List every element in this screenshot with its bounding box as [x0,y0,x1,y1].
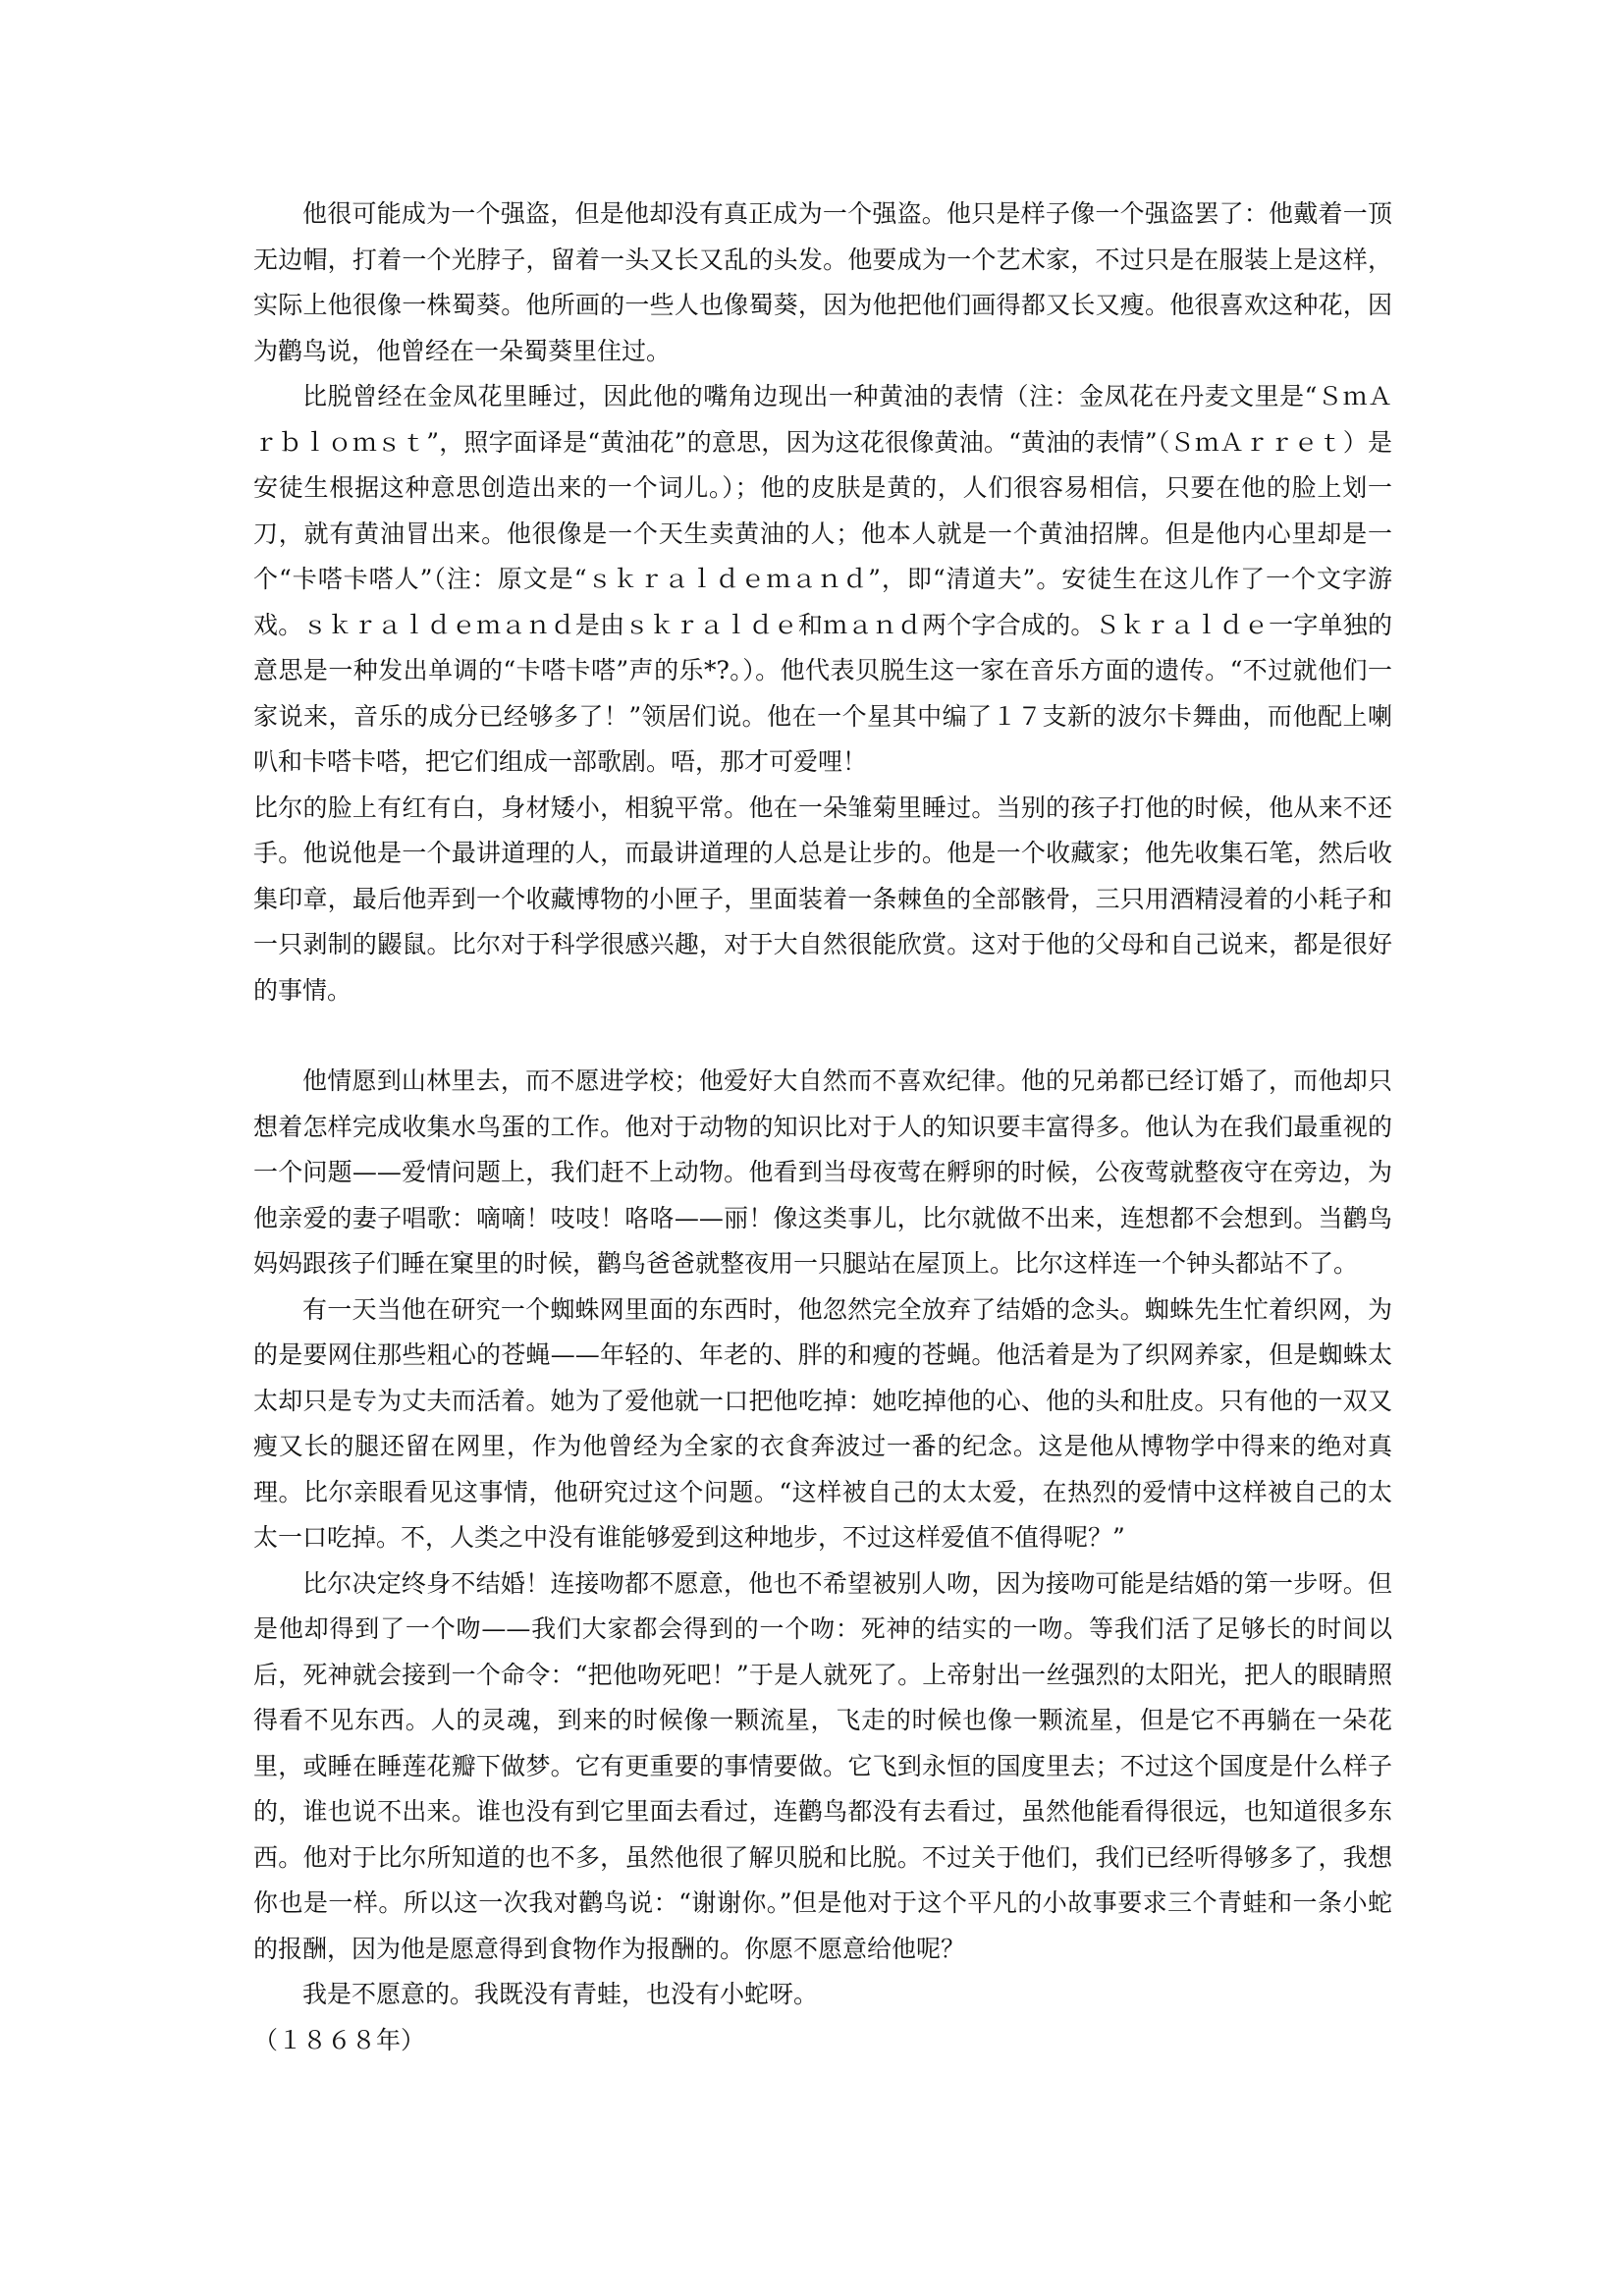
paragraph-6: 比尔决定终身不结婚！连接吻都不愿意，他也不希望被别人吻，因为接吻可能是结婚的第一步呀。但是他却得到了一个吻——我们大家都会得到的一个吻：死神的结实的一吻。等我们活了足够长的时间以后，死神就会接到一个命令：“把他吻死吧！”于是人就死了。上帝射出一丝强烈的太阳光，把人的眼睛照得看不见东西。人的灵魂，到来的时候像一颗流星，飞走的时候也像一颗流星，但是它不再躺在一朵花里，或睡在睡莲花瓣下做梦。它有更重要的事情要做。它飞到永恒的国度里去；不过这个国度是什么样子的，谁也说不出来。谁也没有到它里面去看过，连鹳鸟都没有去看过，虽然他能看得很远，也知道很多东西。他对于比尔所知道的也不多，虽然他很了解贝脱和比脱。不过关于他们，我们已经听得够多了，我想你也是一样。所以这一次我对鹳鸟说：“谢谢你。”但是他对于这个平凡的小故事要求三个青蛙和一条小蛇的报酬，因为他是愿意得到食物作为报酬的。你愿不愿意给他呢？ [253,1568,1392,1963]
paragraph-1: 他很可能成为一个强盗，但是他却没有真正成为一个强盗。他只是样子像一个强盗罢了：他戴着一顶无边帽，打着一个光脖子，留着一头又长又乱的头发。他要成为一个艺术家，不过只是在服装上是这样，实际上他很像一株蜀葵。他所画的一些人也像蜀葵，因为他把他们画得都又长又瘦。他很喜欢这种花，因为鹳鸟说，他曾经在一朵蜀葵里住过。 [253,199,1392,365]
date-line: （１８６８年） [253,2025,426,2054]
document-body [253,191,1392,2063]
paragraph-5: 有一天当他在研究一个蜘蛛网里面的东西时，他忽然完全放弃了结婚的念头。蜘蛛先生忙着织网，为的是要网住那些粗心的苍蝇——年轻的、年老的、胖的和瘦的苍蝇。他活着是为了织网养家，但是蜘蛛太太却只是专为丈夫而活着。她为了爱他就一口把他吃掉：她吃掉他的心、他的头和肚皮。只有他的一双又瘦又长的腿还留在网里，作为他曾经为全家的衣食奔波过一番的纪念。这是他从博物学中得来的绝对真理。比尔亲眼看见这事情，他研究过这个问题。“这样被自己的太太爱，在热烈的爱情中这样被自己的太太一口吃掉。不，人类之中没有谁能够爱到这种地步，不过这样爱值不值得呢？” [253,1294,1392,1552]
paragraph-4: 他情愿到山林里去，而不愿进学校；他爱好大自然而不喜欢纪律。他的兄弟都已经订婚了，而他却只想着怎样完成收集水鸟蛋的工作。他对于动物的知识比对于人的知识要丰富得多。他认为在我们最重视的一个问题——爱情问题上，我们赶不上动物。他看到当母夜莺在孵卵的时候，公夜莺就整夜守在旁边，为他亲爱的妻子唱歌：嘀嘀！吱吱！咯咯——丽！像这类事儿，比尔就做不出来，连想都不会想到。当鹳鸟妈妈跟孩子们睡在窠里的时候，鹳鸟爸爸就整夜用一只腿站在屋顶上。比尔这样连一个钟头都站不了。 [253,1066,1392,1278]
paragraph-3: 比尔的脸上有红有白，身材矮小，相貌平常。他在一朵雏菊里睡过。当别的孩子打他的时候，他从来不还手。他说他是一个最讲道理的人，而最讲道理的人总是让步的。他是一个收藏家；他先收集石笔，然后收集印章，最后他弄到一个收藏博物的小匣子，里面装着一条棘鱼的全部骸骨，三只用酒精浸着的小耗子和一只剥制的鼹鼠。比尔对于科学很感兴趣，对于大自然很能欣赏。这对于他的父母和自己说来，都是很好的事情。 [253,793,1392,1005]
paragraph-2: 比脱曾经在金凤花里睡过，因此他的嘴角边现出一种黄油的表情（注：金凤花在丹麦文里是“ＳｍＡｒｂｌｏｍｓｔ”，照字面译是“黄油花”的意思，因为这花很像黄油。“黄油的表情”（ＳｍＡｒｒｅｔ）是安徒生根据这种意思创造出来的一个词儿。）；他的皮肤是黄的，人们很容易相信，只要在他的脸上划一刀，就有黄油冒出来。他很像是一个天生卖黄油的人；他本人就是一个黄油招牌。但是他内心里却是一个“卡嗒卡嗒人”（注：原文是“ｓｋｒａｌｄｅｍａｎｄ”，即“清道夫”。安徒生在这儿作了一个文字游戏。ｓｋｒａｌｄｅｍａｎｄ是由ｓｋｒａｌｄｅ和ｍａｎｄ两个字合成的。Ｓｋｒａｌｄｅ一字单独的意思是一种发出单调的“卡嗒卡嗒”声的乐*?。）。他代表贝脱生这一家在音乐方面的遗传。“不过就他们一家说来，音乐的成分已经够多了！”领居们说。他在一个星其中编了１７支新的波尔卡舞曲，而他配上喇叭和卡嗒卡嗒，把它们组成一部歌剧。唔，那才可爱哩！ [253,382,1392,776]
paragraph-7: 我是不愿意的。我既没有青蛙，也没有小蛇呀。 [302,1980,819,2008]
